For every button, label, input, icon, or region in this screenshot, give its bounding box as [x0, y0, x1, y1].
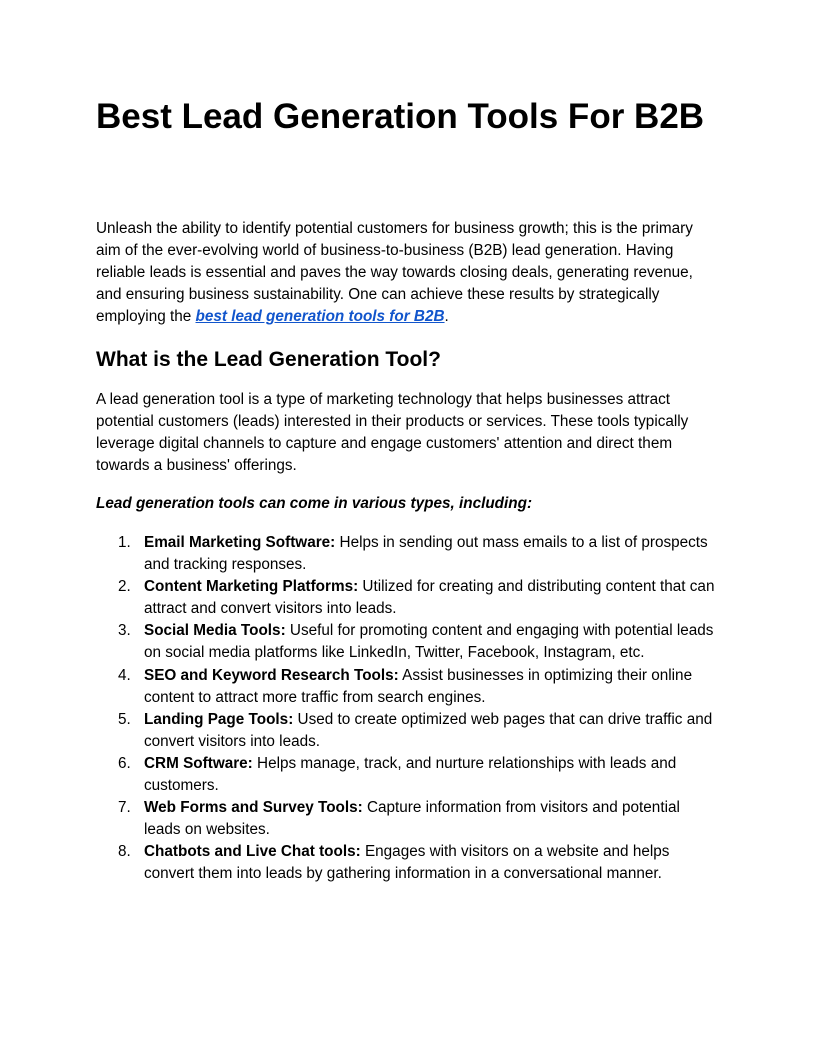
list-item-term: SEO and Keyword Research Tools: — [144, 666, 399, 684]
list-item-desc: Assist businesses in optimizing their online content to attract more traffic from search engines. — [144, 666, 693, 706]
list-item-desc: Helps manage, track, and nurture relationships with leads and customers. — [144, 754, 677, 795]
list-item — [96, 620, 720, 664]
list-item-number: 7. — [118, 799, 131, 817]
list-item-term: CRM Software: — [144, 754, 253, 772]
list-item-desc: Utilized for creating and distributing content that can attract and convert visitors into leads. — [144, 578, 715, 618]
list-item-number: 5. — [118, 710, 131, 728]
list-item-number: 2. — [118, 578, 131, 596]
intro-text: Unleash the ability to identify potential customers for business growth; this is the primary aim of the ever-evolving world of business-to-business (B2B) lead generation. Having reliable leads is essential and paves the way towards closing deals, generating revenue, and ensuring business sustainability. One can achieve these results by strategically employing the — [96, 220, 693, 326]
list-item-term: Email Marketing Software: — [144, 534, 336, 551]
intro-trailing: . — [444, 308, 449, 326]
list-item-desc: Capture information from visitors and potential leads on websites. — [144, 799, 680, 839]
list-item — [96, 532, 720, 576]
list-intro: Lead generation tools can come in various types, including: — [96, 495, 533, 512]
list-item-desc: Engages with visitors on a website and helps convert them into leads by gathering information in a conversational manner. — [144, 843, 670, 883]
list-item-number: 8. — [118, 843, 131, 861]
list-item-desc: Useful for promoting content and engaging with potential leads on social media platforms like LinkedIn, Twitter, Facebook, Instagram, etc. — [144, 622, 714, 662]
best-lead-generation-tools-link[interactable]: best lead generation tools for B2B — [195, 308, 445, 326]
list-item — [96, 665, 720, 709]
list-item-number: 6. — [118, 754, 131, 772]
list-item-term: Landing Page Tools: — [144, 710, 294, 728]
intro-paragraph — [96, 218, 720, 328]
tool-types-list — [96, 532, 720, 886]
list-item — [96, 797, 720, 841]
list-item — [96, 709, 720, 753]
list-item-desc: Helps in sending out mass emails to a list of prospects and tracking responses. — [144, 534, 708, 574]
list-item-number: 1. — [118, 534, 131, 551]
list-item-term: Web Forms and Survey Tools: — [144, 799, 363, 817]
list-item — [96, 576, 720, 620]
section-body: A lead generation tool is a type of marketing technology that helps businesses attract potential customers (leads) interested in their products or services. These tools typically leverage digital channels to capture and engage customers' attention and direct them towards a business' offerings. — [96, 391, 689, 475]
list-item-number: 3. — [118, 622, 131, 640]
list-item — [96, 753, 720, 797]
list-item-desc: Used to create optimized web pages that can drive traffic and convert visitors into leads. — [144, 710, 713, 750]
page-title: Best Lead Generation Tools For B2B — [96, 97, 705, 136]
list-item-term: Content Marketing Platforms: — [144, 578, 359, 596]
list-item-number: 4. — [118, 666, 131, 684]
list-item-term: Social Media Tools: — [144, 622, 286, 640]
list-item — [96, 841, 720, 885]
list-item-term: Chatbots and Live Chat tools: — [144, 843, 361, 861]
section-heading: What is the Lead Generation Tool? — [96, 348, 441, 371]
